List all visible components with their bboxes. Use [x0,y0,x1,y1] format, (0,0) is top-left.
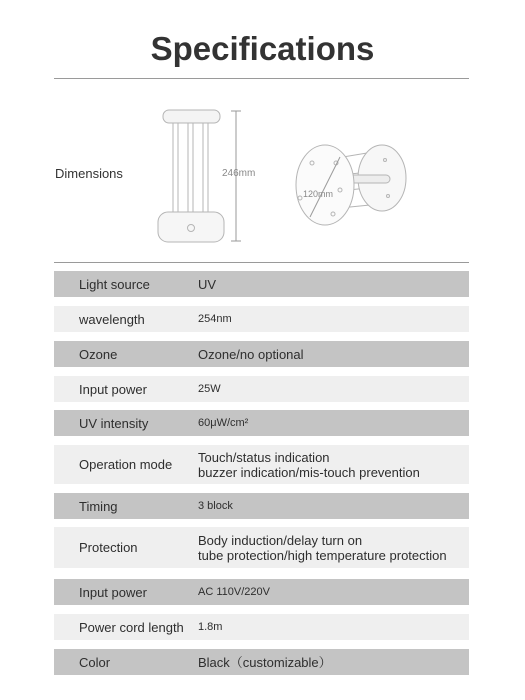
spec-row [54,493,469,519]
spec-row [54,614,469,640]
spec-row [54,306,469,332]
spec-value-line: buzzer indication/mis-touch prevention [198,464,420,480]
mid-divider [54,262,469,263]
spec-label: Timing [79,498,118,514]
diameter-dimension-text: 120mm [303,189,334,199]
spec-label: Protection [79,540,138,555]
dimensions-label: Dimensions [55,166,123,181]
spec-value: 1.8m [198,620,223,633]
spec-label: UV intensity [79,415,149,431]
top-divider [54,78,469,79]
spec-label: Operation mode [79,457,173,472]
spec-value: Black（customizable） [198,654,332,670]
spec-row [54,376,469,402]
spec-value: AC 110V/220V [198,585,270,598]
height-dimension-text: 246mm [222,168,256,179]
spec-value: 60μW/cm² [198,416,249,429]
spec-value-line: Body induction/delay turn on [198,532,363,548]
spec-value: 254nm [198,312,232,325]
spec-row [54,341,469,367]
spec-value: Ozone/no optional [198,346,304,362]
page-title: Specifications [150,30,375,67]
spec-row [54,445,469,484]
spec-row [54,579,469,605]
spec-label: Color [79,654,111,670]
spec-label: Light source [79,276,150,292]
spec-row [54,271,469,297]
spec-label: Input power [79,584,147,600]
spec-value-line: tube protection/high temperature protection [198,547,447,563]
lamp-front-view [158,110,224,242]
product-dimension-drawing [0,80,525,262]
spec-value [198,533,469,563]
spec-value-line: Touch/status indication [198,449,330,465]
spec-value: UV [198,276,217,292]
spec-label: Power cord length [79,619,184,635]
spec-label: Input power [79,381,147,397]
spec-value [198,450,469,480]
spec-value: 25W [198,382,221,395]
spec-row [54,649,469,675]
spec-value: 3 block [198,499,233,512]
spec-row [54,410,469,436]
spec-label: wavelength [79,311,145,327]
spec-label: Ozone [79,346,118,362]
spec-row [54,527,469,568]
